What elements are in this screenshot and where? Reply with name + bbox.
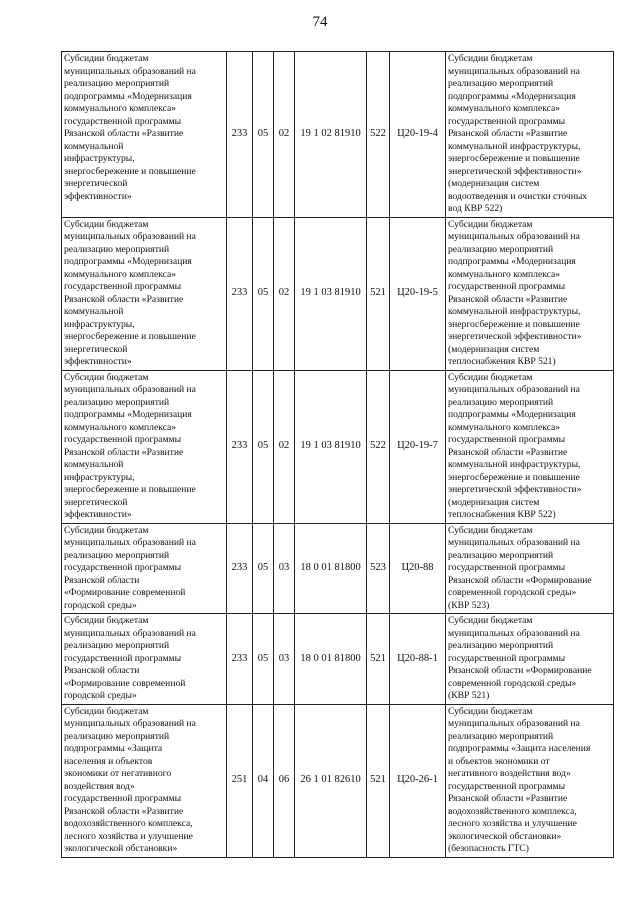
table-row xyxy=(62,614,614,705)
grbs-code-cell: 251 xyxy=(227,704,253,857)
section-code-cell: 05 xyxy=(253,614,274,705)
expense-name-cell: Субсидии бюджетам муниципальных образований на реализацию мероприятий подпрограммы «Модернизация коммунального комплекса» государственной программы Рязанской области «Развитие коммунальной инфраструктуры, энергосбережение и повышение энергетической эффективности» xyxy=(62,52,227,218)
purpose-code-cell: Ц20-88-1 xyxy=(390,614,446,705)
expense-type-cell: 523 xyxy=(367,523,390,614)
expense-name-cell: Субсидии бюджетам муниципальных образований на реализацию мероприятий подпрограммы «Модернизация коммунального комплекса» государственной программы Рязанской области «Развитие коммунальной инфраструктуры, энергосбережение и повышение энергетической эффективности» xyxy=(62,217,227,370)
subsection-code-cell: 02 xyxy=(274,370,295,523)
section-code-cell: 05 xyxy=(253,370,274,523)
expense-type-cell: 522 xyxy=(367,52,390,218)
purpose-code-cell: Ц20-26-1 xyxy=(390,704,446,857)
target-article-cell: 19 1 03 81910 xyxy=(295,370,367,523)
purpose-description-cell: Субсидии бюджетам муниципальных образований на реализацию мероприятий подпрограммы «Модернизация коммунального комплекса» государственной программы Рязанской области «Развитие коммунальной инфраструктуры, энергосбережение и повышение энергетической эффективности» (модернизация систем водоотведения и очистки сточных вод КВР 522) xyxy=(446,52,614,218)
section-code-cell: 04 xyxy=(253,704,274,857)
target-article-cell: 18 0 01 81800 xyxy=(295,614,367,705)
target-article-cell: 19 1 03 81910 xyxy=(295,217,367,370)
section-code-cell: 05 xyxy=(253,217,274,370)
expense-name-cell: Субсидии бюджетам муниципальных образований на реализацию мероприятий подпрограммы «Защита населения и объектов экономики от негативного воздействия вод» государственной программы Рязанской области «Развитие водохозяйственного комплекса, лесного хозяйства и улучшение экологической обстановки» xyxy=(62,704,227,857)
purpose-description-cell: Субсидии бюджетам муниципальных образований на реализацию мероприятий государственной программы Рязанской области «Формирование современной городской среды» (КВР 521) xyxy=(446,614,614,705)
subsection-code-cell: 02 xyxy=(274,217,295,370)
table-row xyxy=(62,370,614,523)
expense-name-cell: Субсидии бюджетам муниципальных образований на реализацию мероприятий государственной программы Рязанской области «Формирование современной городской среды» xyxy=(62,523,227,614)
expense-name-cell: Субсидии бюджетам муниципальных образований на реализацию мероприятий подпрограммы «Модернизация коммунального комплекса» государственной программы Рязанской области «Развитие коммунальной инфраструктуры, энергосбережение и повышение энергетической эффективности» xyxy=(62,370,227,523)
purpose-description-cell: Субсидии бюджетам муниципальных образований на реализацию мероприятий подпрограммы «Модернизация коммунального комплекса» государственной программы Рязанской области «Развитие коммунальной инфраструктуры, энергосбережение и повышение энергетической эффективности» (модернизация систем теплоснабжения КВР 522) xyxy=(446,370,614,523)
table-row xyxy=(62,217,614,370)
grbs-code-cell: 233 xyxy=(227,614,253,705)
subsection-code-cell: 02 xyxy=(274,52,295,218)
table-row xyxy=(62,52,614,218)
purpose-code-cell: Ц20-88 xyxy=(390,523,446,614)
grbs-code-cell: 233 xyxy=(227,217,253,370)
expense-type-cell: 521 xyxy=(367,217,390,370)
budget-classification-table xyxy=(61,51,614,858)
purpose-code-cell: Ц20-19-7 xyxy=(390,370,446,523)
purpose-description-cell: Субсидии бюджетам муниципальных образований на реализацию мероприятий государственной программы Рязанской области «Формирование современной городской среды» (КВР 523) xyxy=(446,523,614,614)
grbs-code-cell: 233 xyxy=(227,523,253,614)
section-code-cell: 05 xyxy=(253,52,274,218)
expense-type-cell: 521 xyxy=(367,614,390,705)
subsection-code-cell: 03 xyxy=(274,614,295,705)
subsection-code-cell: 06 xyxy=(274,704,295,857)
expense-type-cell: 522 xyxy=(367,370,390,523)
section-code-cell: 05 xyxy=(253,523,274,614)
purpose-description-cell: Субсидии бюджетам муниципальных образований на реализацию мероприятий подпрограммы «Защита населения и объектов экономики от негативного воздействия вод» государственной программы Рязанской области «Развитие водохозяйственного комплекса, лесного хозяйства и улучшение экологической обстановки» (безопасность ГТС) xyxy=(446,704,614,857)
table-row xyxy=(62,704,614,857)
purpose-code-cell: Ц20-19-4 xyxy=(390,52,446,218)
purpose-description-cell: Субсидии бюджетам муниципальных образований на реализацию мероприятий подпрограммы «Модернизация коммунального комплекса» государственной программы Рязанской области «Развитие коммунальной инфраструктуры, энергосбережение и повышение энергетической эффективности» (модернизация систем теплоснабжения КВР 521) xyxy=(446,217,614,370)
expense-type-cell: 521 xyxy=(367,704,390,857)
subsection-code-cell: 03 xyxy=(274,523,295,614)
purpose-code-cell: Ц20-19-5 xyxy=(390,217,446,370)
target-article-cell: 18 0 01 81800 xyxy=(295,523,367,614)
grbs-code-cell: 233 xyxy=(227,370,253,523)
table-row xyxy=(62,523,614,614)
grbs-code-cell: 233 xyxy=(227,52,253,218)
target-article-cell: 26 1 01 82610 xyxy=(295,704,367,857)
page-number: 74 xyxy=(312,14,328,30)
expense-name-cell: Субсидии бюджетам муниципальных образований на реализацию мероприятий государственной программы Рязанской области «Формирование современной городской среды» xyxy=(62,614,227,705)
target-article-cell: 19 1 02 81910 xyxy=(295,52,367,218)
